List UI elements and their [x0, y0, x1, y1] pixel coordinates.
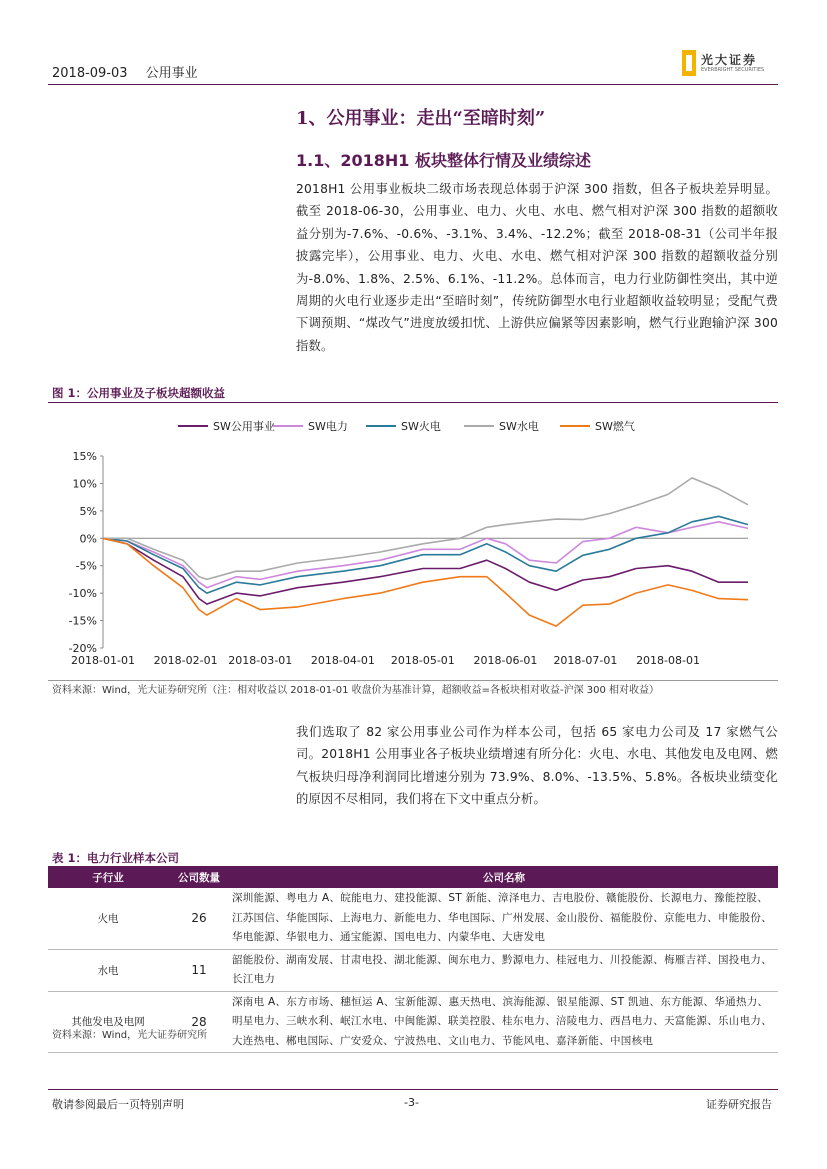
row-sector: 火电 [48, 888, 168, 949]
row-count: 28 [168, 991, 230, 1053]
y-tick-label: 15% [72, 450, 97, 463]
col-header-count: 公司数量 [168, 866, 230, 888]
sample-companies-table [48, 866, 778, 1053]
figure-source: 资料来源：Wind，光大证券研究所（注：相对收益以 2018-01-01 收盘价为基准计算，超额收益=各板块相对收益-沪深 300 相对收益） [52, 685, 660, 696]
series-line [103, 478, 748, 580]
logo-text-en: EVERBRIGHT SECURITIES [701, 66, 765, 73]
disclaimer-note: 敬请参阅最后一页特别声明 [52, 1098, 184, 1111]
x-tick-label: 2018-04-01 [310, 654, 375, 667]
legend-label: SW火电 [401, 420, 441, 433]
row-companies: 深南电 A、东方市场、穗恒运 A、宝新能源、惠天热电、滨海能源、银星能源、ST 凯迪、东方能源、华通热力、明星电力、三峡水利、岷江水电、中闽能源、联美控股、桂东电力、涪陵电力、西昌电力、天富能源、乐山电力、大连热电、郴电国际、广安爱众、宁波热电、文山电力、节能风电、嘉泽新能、中国核电 [230, 991, 778, 1053]
y-tick-label: -15% [68, 614, 97, 628]
x-tick-label: 2018-06-01 [473, 654, 538, 667]
x-tick-label: 2018-07-01 [553, 654, 618, 667]
table-source: 资料来源：Wind，光大证券研究所 [52, 1030, 208, 1041]
table-row [48, 991, 778, 1053]
x-tick-label: 2018-08-01 [636, 654, 701, 667]
y-tick-label: -5% [75, 559, 97, 573]
col-header-sector: 子行业 [48, 866, 168, 888]
table-row [48, 949, 778, 991]
series-line [103, 538, 748, 604]
footer-divider [48, 1089, 778, 1090]
legend-label: SW燃气 [595, 420, 635, 433]
section-heading: 1、公用事业：走出“至暗时刻” [296, 108, 546, 129]
figure-title-divider [48, 402, 778, 403]
report-date: 2018-09-03 [52, 66, 128, 81]
company-logo [682, 50, 764, 76]
sample-paragraph: 我们选取了 82 家公用事业公司作为样本公司，包括 65 家电力公司及 17 家燃气公司。2018H1 公用事业各子板块业绩增速有所分化：火电、水电、其他发电及电网、燃气板块归母净利润同比增速分别为 73.9%、8.0%、-13.5%、5.8%。各板块业绩变化的原因不尽相同，我们将在下文中重点分析。 [296, 725, 778, 807]
row-count: 11 [168, 949, 230, 991]
y-tick-label: 0% [79, 532, 97, 546]
x-tick-label: 2018-01-01 [71, 654, 135, 667]
logo-text-cn: 光大证券 [701, 52, 758, 67]
logo-mark-icon [682, 50, 696, 76]
table-row [48, 888, 778, 949]
table-header-row [48, 866, 778, 888]
x-tick-label: 2018-05-01 [390, 654, 455, 667]
y-tick-label: -10% [68, 587, 97, 601]
row-count: 26 [168, 888, 230, 949]
table-title: 表 1：电力行业样本公司 [52, 851, 180, 865]
sector-name: 公用事业 [145, 66, 198, 81]
y-tick-label: 10% [72, 477, 97, 491]
header-divider [48, 84, 778, 85]
legend-label: SW公用事业 [213, 420, 275, 433]
y-tick-label: -20% [68, 642, 97, 655]
x-tick-label: 2018-02-01 [153, 654, 218, 667]
row-sector: 水电 [48, 949, 168, 991]
summary-paragraph: 2018H1 公用事业板块二级市场表现总体弱于沪深 300 指数，但各子板块差异明显。截至 2018-06-30，公用事业、电力、火电、水电、燃气相对沪深 300 指数的超额收益分别为-7.6%、-0.6%、-3.1%、3.4%、-12.2%；截至 2018-08-31（公司半年报披露完毕），公用事业、电力、火电、水电、燃气相对沪深 300 指数的超额收益分别为-8.0%、1.8%、2.5%、6.1%、-11.2%。总体而言，电力行业防御性突出，其中逆周期的火电行业逐步走出“至暗时刻”，传统防御型水电行业超额收益较明显；受配气费下调预期、“煤改气”进度放缓扣忧、上游供应偏紧等因素影响，燃气行业跑输沪深 300 指数。 [296, 182, 778, 353]
x-tick-label: 2018-03-01 [228, 654, 293, 667]
row-companies: 深圳能源、粤电力 A、皖能电力、建投能源、ST 新能、漳泽电力、吉电股份、赣能股份、长源电力、豫能控股、江苏国信、华能国际、上海电力、新能电力、华电国际、广州发展、金山股份、福能股份、京能电力、申能股份、华电能源、华银电力、通宝能源、国电电力、内蒙华电、大唐发电 [230, 888, 778, 949]
row-companies: 韶能股份、湖南发展、甘肃电投、湖北能源、闽东电力、黔源电力、桂冠电力、川投能源、梅雁吉祥、国投电力、长江电力 [230, 949, 778, 991]
legend-label: SW电力 [308, 420, 348, 433]
row-sector: 其他发电及电网 [48, 991, 168, 1053]
legend-label: SW水电 [499, 420, 539, 433]
excess-return-chart [48, 408, 778, 678]
subsection-heading: 1.1、2018H1 板块整体行情及业绩综述 [296, 151, 591, 170]
col-header-companies: 公司名称 [230, 866, 778, 888]
y-tick-label: 5% [79, 504, 97, 518]
page-number: -3- [404, 1096, 419, 1109]
report-type: 证券研究报告 [706, 1098, 772, 1111]
page-header [52, 62, 216, 81]
figure-title: 图 1：公用事业及子板块超额收益 [52, 386, 226, 400]
